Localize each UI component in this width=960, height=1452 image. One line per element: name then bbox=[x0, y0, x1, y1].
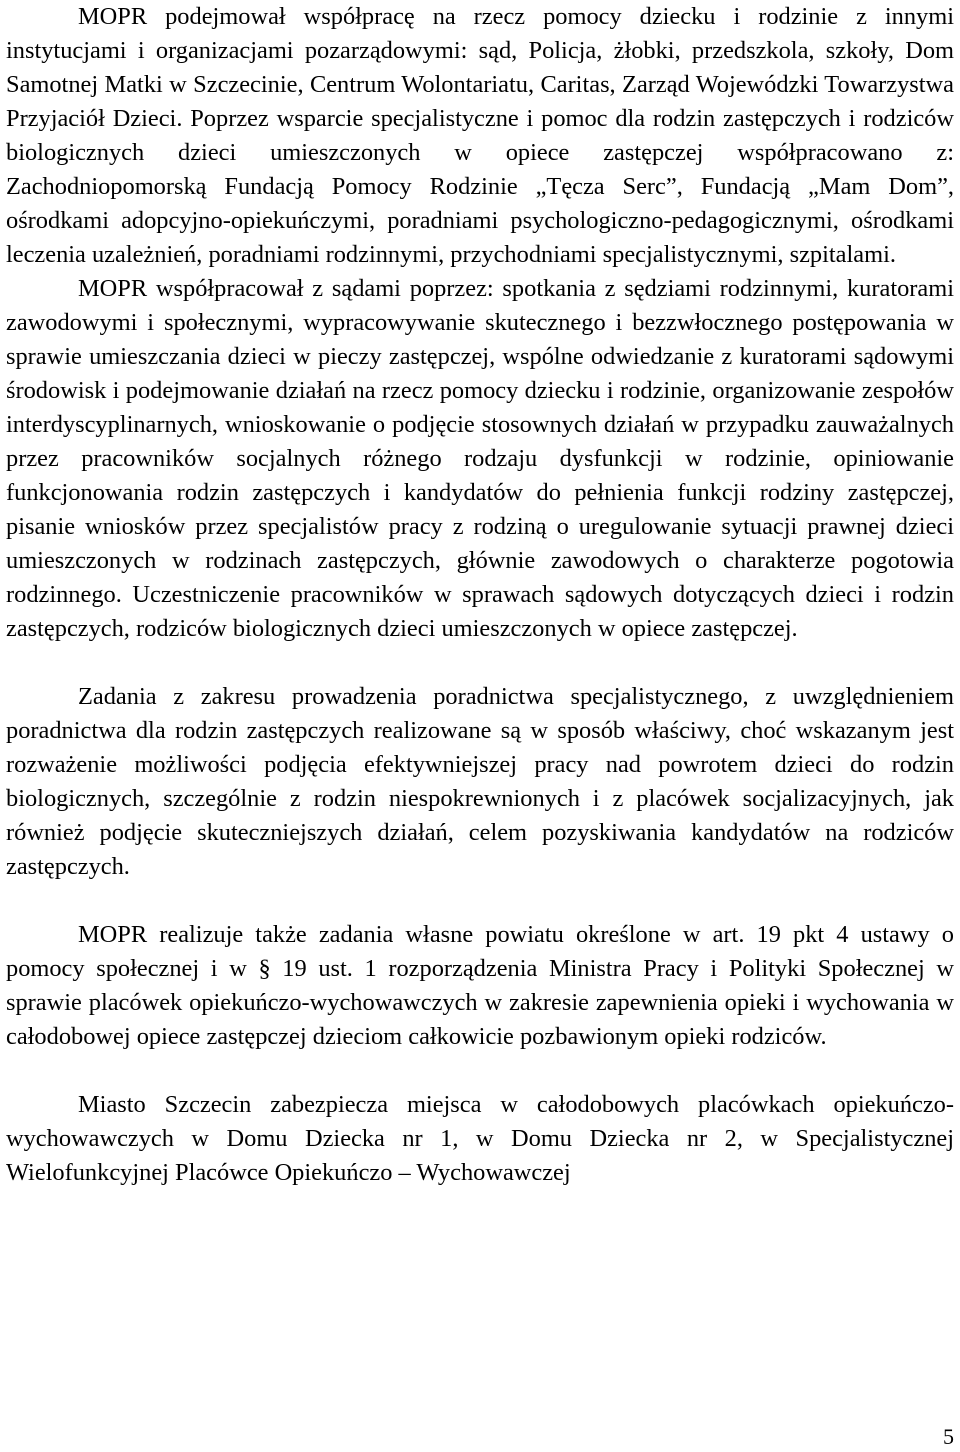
document-page bbox=[6, 0, 954, 1190]
paragraph-care-facilities: Miasto Szczecin zabezpiecza miejsca w całodobowych placówkach opiekuńczo-wychowawczych w Domu Dziecka nr 1, w Domu Dziecka nr 2, w Specjalistycznej Wielofunkcyjnej Placówce Opiekuńczo – Wychowawczej bbox=[6, 1091, 954, 1186]
paragraph-cooperation-institutions: MOPR podejmował współpracę na rzecz pomocy dziecku i rodzinie z innymi instytucjami i organizacjami pozarządowymi: sąd, Policja, żłobki, przedszkola, szkoły, Dom Samotnej Matki w Szczecinie, Centrum Wolontariatu, Caritas, Zarząd Wojewódzki Towarzystwa Przyjaciół Dzieci. Poprzez wsparcie specjalistyczne i pomoc dla rodzin zastępczych i rodziców biologicznych dzieci umieszczonych w opiece zastępczej współpracowano z: Zachodniopomorską Fundacją Pomocy Rodzinie „Tęcza Serc”, Fundacją „Mam Dom”, ośrodkami adopcyjno-opiekuńczymi, poradniami psychologiczno-pedagogicznymi, ośrodkami leczenia uzależnień, poradniami rodzinnymi, przychodniami specjalistycznymi, szpitalami. bbox=[6, 3, 954, 268]
paragraph-specialist-counselling: Zadania z zakresu prowadzenia poradnictwa specjalistycznego, z uwzględnieniem poradnictwa dla rodzin zastępczych realizowane są w sposób właściwy, choć wskazanym jest rozważenie możliwości podjęcia efektywniejszej pracy nad powrotem dzieci do rodzin biologicznych, szczególnie z rodzin niespokrewnionych i z placówek socjalizacyjnych, jak również podjęcie skuteczniejszych działań, celem pozyskiwania kandydatów na rodziców zastępczych. bbox=[6, 683, 954, 880]
paragraph-district-tasks: MOPR realizuje także zadania własne powiatu określone w art. 19 pkt 4 ustawy o pomocy społecznej i w § 19 ust. 1 rozporządzenia Ministra Pracy i Polityki Społecznej w sprawie placówek opiekuńczo-wychowawczych w zakresie zapewnienia opieki i wychowania w całodobowej opiece zastępczej dzieciom całkowicie pozbawionym opieki rodziców. bbox=[6, 921, 954, 1050]
paragraph-cooperation-courts: MOPR współpracował z sądami poprzez: spotkania z sędziami rodzinnymi, kuratorami zawodowymi i społecznymi, wypracowywanie skutecznego i bezzwłocznego postępowania w sprawie umieszczania dzieci w pieczy zastępczej, wspólne odwiedzanie z kuratorami sądowymi środowisk i podejmowanie działań na rzecz pomocy dziecku i rodzinie, organizowanie zespołów interdyscyplinarnych, wnioskowanie o podjęcie stosownych działań w przypadku zauważalnych przez pracowników socjalnych różnego rodzaju dysfunkcji w rodzinie, opiniowanie funkcjonowania rodzin zastępczych i kandydatów do pełnienia funkcji rodziny zastępczej, pisanie wniosków przez specjalistów pracy z rodziną o uregulowanie sytuacji prawnej dzieci umieszczonych w rodzinach zastępczych, głównie zawodowych o charakterze pogotowia rodzinnego. Uczestniczenie pracowników w sprawach sądowych dotyczących dzieci i rodzin zastępczych, rodziców biologicznych dzieci umieszczonych w opiece zastępczej. bbox=[6, 275, 954, 642]
page-number: 5 bbox=[943, 1424, 954, 1449]
